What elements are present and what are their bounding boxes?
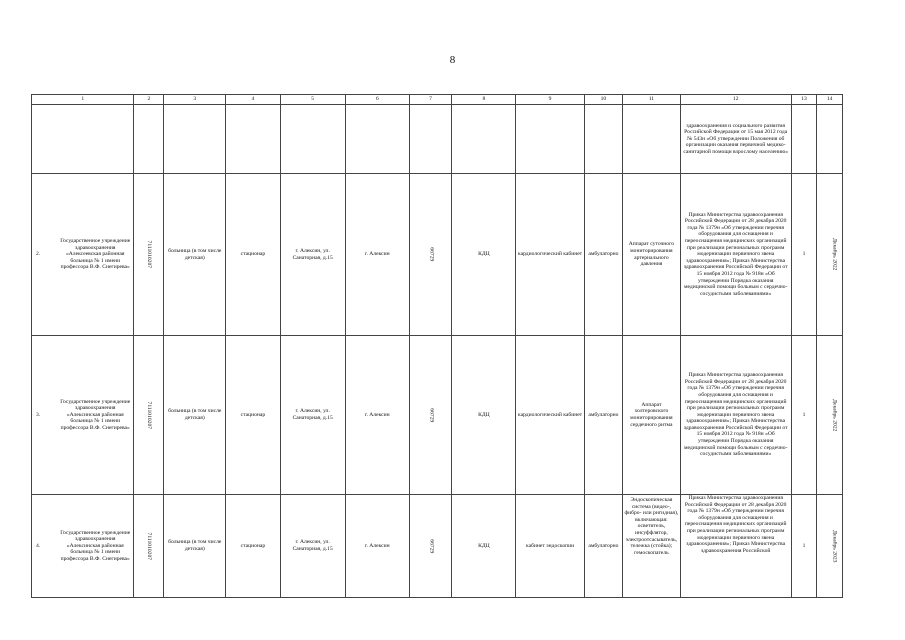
code-cell — [134, 336, 164, 495]
org-code: 7111010207 — [146, 532, 153, 560]
code-cell — [134, 174, 164, 336]
zip-code: 66729 — [427, 539, 434, 553]
facility-type: больница (в том числе детская) — [164, 174, 226, 336]
care-mode: стационар — [226, 174, 280, 336]
equipment: Эндоскопическая система (видео-, фибро- или ригидная), включающая: осветитель, инсуффлятор, электроотсасыватель, тележка (стойка); гемоскопатель — [623, 495, 681, 598]
organization-name: Государственное учреждение здравоохранения «Алексинская районная больница № 1 имени профессора В.Ф. Снегирева» — [60, 398, 131, 431]
zip-cell — [409, 174, 452, 336]
basis: Приказ Министерства здравоохранения Российской Федерации от 28 декабря 2020 года № 1379н «Об утверждении перечня оборудования для оснащения и переоснащения медицинских организаций при реализации региональных программ модернизации первичного звена здравоохранения»; Приказ Министерства здравоохранения Российской Федерации от 15 ноября 2012 года № 918н «Об утверждении Порядка оказания медицинской помощи больным с сердечно-сосудистыми заболеваниями» — [680, 336, 791, 495]
zip-code: 66729 — [427, 408, 434, 422]
delivery-date: Декабрь 2022 — [831, 238, 838, 271]
department: КДЦ — [452, 495, 516, 598]
organization-name: Государственное учреждение здравоохранения «Алексеевская районная больница № 1 имени профессора В.Ф. Снегирева» — [60, 238, 131, 271]
date-cell — [817, 495, 843, 598]
department: КДЦ — [452, 174, 516, 336]
zip-code: 66729 — [427, 247, 434, 262]
room: кардиологический кабинет — [516, 336, 584, 495]
zip-cell — [409, 495, 452, 598]
table-row — [32, 495, 843, 598]
equipment: Аппарат холтеровского мониторирования сердечного ритма — [623, 336, 681, 495]
basis: Приказ Министерства здравоохранения Российской Федерации от 28 декабря 2020 года № 1379н «Об утверждении перечня оборудования для оснащения и переоснащения медицинских организаций при реализации региональных программ модернизации первичного звена здравоохранения»; Приказ Министерства здравоохранения Российской Федерации от 15 ноября 2012 года № 918н «Об утверждении Порядка оказания медицинской помощи больным с сердечно-сосудистыми заболеваниями» — [680, 174, 791, 336]
address: г. Алексин, ул. Санаторная, д.15 — [280, 174, 345, 336]
header-cell: 9 — [516, 95, 584, 105]
table-cell — [32, 105, 134, 174]
table-cell — [226, 105, 280, 174]
table-cell — [280, 105, 345, 174]
org-code: 7111010207 — [146, 240, 153, 269]
care-condition: амбулаторно — [584, 174, 622, 336]
org-code: 7111010207 — [146, 401, 153, 429]
zip-cell — [409, 336, 452, 495]
address: г. Алексин, ул. Санаторная, д.15 — [280, 495, 345, 598]
basis: Приказ Министерства здравоохранения Российской Федерации от 28 декабря 2020 года № 1379н «Об утверждении перечня оборудования для оснащения и переоснащения медицинских организаций при реализации региональных программ модернизации первичного звена здравоохранения»; Приказ Министерства здравоохранения Российской — [680, 495, 791, 598]
city: г. Алексин — [345, 174, 409, 336]
code-cell — [134, 495, 164, 598]
org-cell — [32, 174, 134, 336]
header-cell: 1 — [32, 95, 134, 105]
table-cell — [452, 105, 516, 174]
table-cell — [134, 105, 164, 174]
equipment-table — [31, 94, 843, 598]
table-cell — [817, 105, 843, 174]
header-cell: 2 — [134, 95, 164, 105]
table-row — [32, 174, 843, 336]
table-cell — [791, 105, 817, 174]
header-cell: 11 — [623, 95, 681, 105]
care-mode: стационар — [226, 495, 280, 598]
org-cell — [32, 336, 134, 495]
date-cell — [817, 336, 843, 495]
facility-type: больница (в том числе детская) — [164, 336, 226, 495]
table-cell — [345, 105, 409, 174]
table-cell — [623, 105, 681, 174]
delivery-date: Декабрь 2023 — [831, 529, 838, 563]
quantity: 1 — [791, 495, 817, 598]
delivery-date: Декабрь 2022 — [831, 398, 838, 432]
quantity: 1 — [791, 174, 817, 336]
org-cell — [32, 495, 134, 598]
header-cell: 3 — [164, 95, 226, 105]
header-cell: 4 — [226, 95, 280, 105]
table-row-continued — [32, 105, 843, 174]
department: КДЦ — [452, 336, 516, 495]
page-number: 8 — [449, 54, 456, 66]
care-condition: амбулаторно — [584, 495, 622, 598]
header-cell: 6 — [345, 95, 409, 105]
facility-type: больница (в том числе детская) — [164, 495, 226, 598]
basis-cell: здравоохранения и социального развития Российской Федерации от 15 мая 2012 года № 543н «Об утверждении Положения об организации оказания первичной медико-санитарной помощи взрослому населению» — [680, 105, 791, 174]
header-cell: 13 — [791, 95, 817, 105]
row-number: 3. — [36, 411, 41, 418]
date-cell — [817, 174, 843, 336]
header-cell: 7 — [409, 95, 452, 105]
room: кардиологический кабинет — [516, 174, 584, 336]
table-cell — [164, 105, 226, 174]
table-cell — [516, 105, 584, 174]
header-cell: 8 — [452, 95, 516, 105]
care-condition: амбулаторно — [584, 336, 622, 495]
table-cell — [584, 105, 622, 174]
table-cell — [409, 105, 452, 174]
header-cell: 5 — [280, 95, 345, 105]
header-cell: 14 — [817, 95, 843, 105]
address: г. Алексин, ул. Санаторная, д.15 — [280, 336, 345, 495]
row-number: 4. — [36, 542, 41, 549]
care-mode: стационар — [226, 336, 280, 495]
header-cell: 10 — [584, 95, 622, 105]
row-number: 2. — [36, 251, 41, 258]
city: г. Алексин — [345, 336, 409, 495]
header-row — [32, 95, 843, 105]
organization-name: Государственное учреждение здравоохранения «Алексинская районная больница № 1 имени профессора В.Ф. Снегирева» — [60, 529, 131, 562]
quantity: 1 — [791, 336, 817, 495]
room: кабинет эндоскопии — [516, 495, 584, 598]
equipment: Аппарат суточного мониторирования артериального давления — [623, 174, 681, 336]
city: г. Алексин — [345, 495, 409, 598]
table-row — [32, 336, 843, 495]
header-cell: 12 — [680, 95, 791, 105]
